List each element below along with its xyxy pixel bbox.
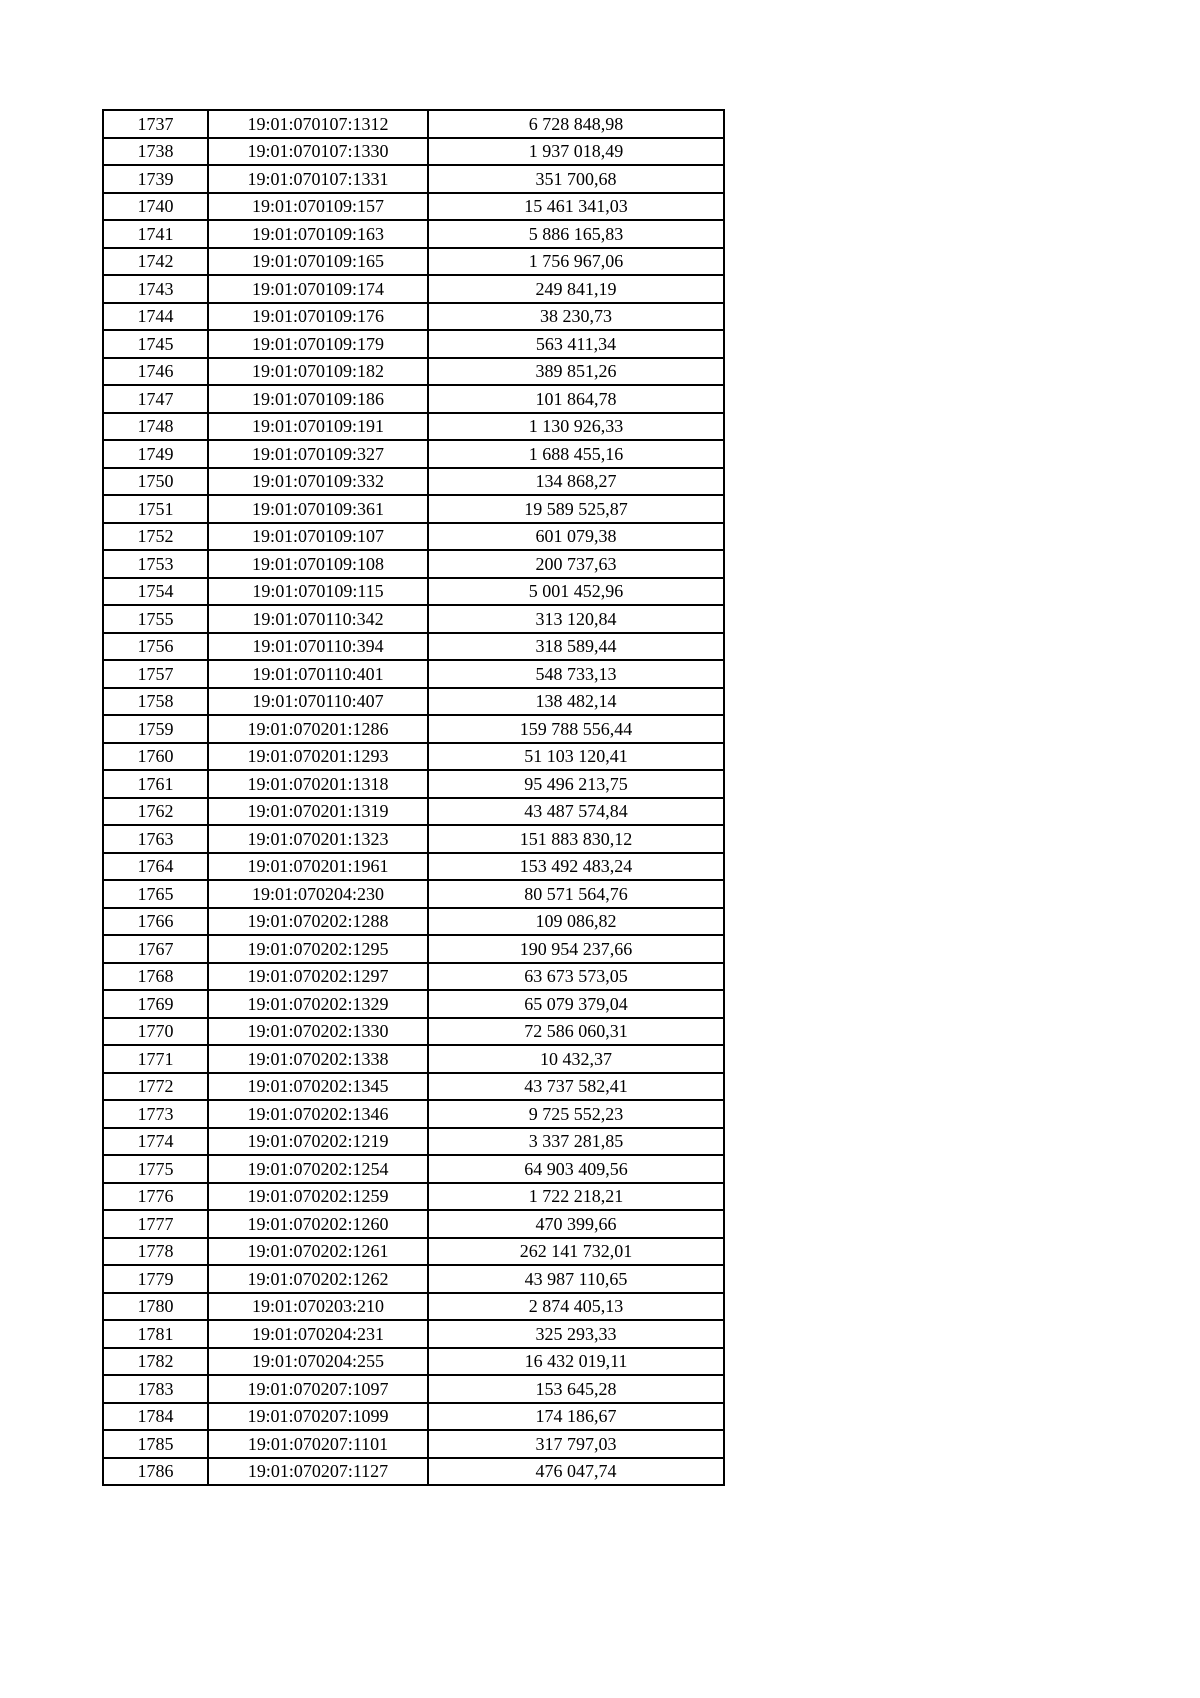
cadastral-number-cell: 19:01:070109:332 — [208, 468, 428, 496]
table-row — [103, 303, 724, 331]
table-row — [103, 1238, 724, 1266]
value-cell: 65 079 379,04 — [428, 990, 724, 1018]
value-cell: 16 432 019,11 — [428, 1348, 724, 1376]
table-row — [103, 605, 724, 633]
value-cell: 5 886 165,83 — [428, 220, 724, 248]
value-cell: 101 864,78 — [428, 385, 724, 413]
row-number-cell: 1776 — [103, 1183, 208, 1211]
value-cell: 5 001 452,96 — [428, 578, 724, 606]
table-row — [103, 880, 724, 908]
table-row — [103, 248, 724, 276]
table-row — [103, 138, 724, 166]
cadastral-number-cell: 19:01:070204:255 — [208, 1348, 428, 1376]
value-cell: 1 937 018,49 — [428, 138, 724, 166]
table-row — [103, 908, 724, 936]
table-row — [103, 1045, 724, 1073]
row-number-cell: 1764 — [103, 853, 208, 881]
table-row — [103, 1018, 724, 1046]
table-body — [103, 110, 724, 1485]
table-row — [103, 1375, 724, 1403]
cadastral-number-cell: 19:01:070202:1297 — [208, 963, 428, 991]
row-number-cell: 1773 — [103, 1100, 208, 1128]
cadastral-number-cell: 19:01:070109:163 — [208, 220, 428, 248]
row-number-cell: 1763 — [103, 825, 208, 853]
value-cell: 476 047,74 — [428, 1458, 724, 1486]
cadastral-number-cell: 19:01:070202:1295 — [208, 935, 428, 963]
table-row — [103, 1210, 724, 1238]
value-cell: 9 725 552,23 — [428, 1100, 724, 1128]
table-row — [103, 1100, 724, 1128]
value-cell: 318 589,44 — [428, 633, 724, 661]
cadastral-number-cell: 19:01:070202:1338 — [208, 1045, 428, 1073]
row-number-cell: 1771 — [103, 1045, 208, 1073]
cadastral-number-cell: 19:01:070202:1219 — [208, 1128, 428, 1156]
table-row — [103, 523, 724, 551]
table-row — [103, 413, 724, 441]
cadastral-number-cell: 19:01:070202:1346 — [208, 1100, 428, 1128]
table-row — [103, 330, 724, 358]
cadastral-number-cell: 19:01:070201:1961 — [208, 853, 428, 881]
value-cell: 1 688 455,16 — [428, 440, 724, 468]
value-cell: 325 293,33 — [428, 1320, 724, 1348]
row-number-cell: 1760 — [103, 743, 208, 771]
table-row — [103, 193, 724, 221]
value-cell: 151 883 830,12 — [428, 825, 724, 853]
value-cell: 10 432,37 — [428, 1045, 724, 1073]
table-row — [103, 990, 724, 1018]
cadastral-number-cell: 19:01:070109:191 — [208, 413, 428, 441]
row-number-cell: 1739 — [103, 165, 208, 193]
table-row — [103, 358, 724, 386]
cadastral-number-cell: 19:01:070207:1099 — [208, 1403, 428, 1431]
table-row — [103, 165, 724, 193]
value-cell: 153 492 483,24 — [428, 853, 724, 881]
row-number-cell: 1769 — [103, 990, 208, 1018]
cadastral-number-cell: 19:01:070202:1259 — [208, 1183, 428, 1211]
table-row — [103, 1293, 724, 1321]
value-cell: 109 086,82 — [428, 908, 724, 936]
value-cell: 1 756 967,06 — [428, 248, 724, 276]
table-row — [103, 1073, 724, 1101]
cadastral-number-cell: 19:01:070201:1286 — [208, 715, 428, 743]
value-cell: 200 737,63 — [428, 550, 724, 578]
value-cell: 153 645,28 — [428, 1375, 724, 1403]
table-row — [103, 1128, 724, 1156]
table-row — [103, 743, 724, 771]
row-number-cell: 1761 — [103, 770, 208, 798]
table-row — [103, 550, 724, 578]
cadastral-number-cell: 19:01:070109:107 — [208, 523, 428, 551]
cadastral-number-cell: 19:01:070109:179 — [208, 330, 428, 358]
cadastral-number-cell: 19:01:070207:1101 — [208, 1430, 428, 1458]
cadastral-number-cell: 19:01:070109:361 — [208, 495, 428, 523]
cadastral-number-cell: 19:01:070207:1127 — [208, 1458, 428, 1486]
row-number-cell: 1749 — [103, 440, 208, 468]
row-number-cell: 1748 — [103, 413, 208, 441]
row-number-cell: 1780 — [103, 1293, 208, 1321]
row-number-cell: 1742 — [103, 248, 208, 276]
value-cell: 43 487 574,84 — [428, 798, 724, 826]
table-row — [103, 1403, 724, 1431]
value-cell: 138 482,14 — [428, 688, 724, 716]
row-number-cell: 1762 — [103, 798, 208, 826]
cadastral-number-cell: 19:01:070109:165 — [208, 248, 428, 276]
value-cell: 174 186,67 — [428, 1403, 724, 1431]
row-number-cell: 1745 — [103, 330, 208, 358]
value-cell: 43 737 582,41 — [428, 1073, 724, 1101]
cadastral-number-cell: 19:01:070202:1345 — [208, 1073, 428, 1101]
cadastral-number-cell: 19:01:070204:231 — [208, 1320, 428, 1348]
value-cell: 43 987 110,65 — [428, 1265, 724, 1293]
cadastral-number-cell: 19:01:070107:1330 — [208, 138, 428, 166]
value-cell: 262 141 732,01 — [428, 1238, 724, 1266]
row-number-cell: 1750 — [103, 468, 208, 496]
cadastral-number-cell: 19:01:070201:1318 — [208, 770, 428, 798]
row-number-cell: 1766 — [103, 908, 208, 936]
row-number-cell: 1756 — [103, 633, 208, 661]
table-row — [103, 1265, 724, 1293]
row-number-cell: 1781 — [103, 1320, 208, 1348]
table-row — [103, 963, 724, 991]
row-number-cell: 1768 — [103, 963, 208, 991]
table-row — [103, 1155, 724, 1183]
row-number-cell: 1778 — [103, 1238, 208, 1266]
row-number-cell: 1779 — [103, 1265, 208, 1293]
data-table — [102, 109, 725, 1486]
cadastral-number-cell: 19:01:070201:1323 — [208, 825, 428, 853]
row-number-cell: 1758 — [103, 688, 208, 716]
table-row — [103, 220, 724, 248]
cadastral-number-cell: 19:01:070109:115 — [208, 578, 428, 606]
cadastral-number-cell: 19:01:070202:1329 — [208, 990, 428, 1018]
row-number-cell: 1784 — [103, 1403, 208, 1431]
cadastral-number-cell: 19:01:070109:108 — [208, 550, 428, 578]
value-cell: 249 841,19 — [428, 275, 724, 303]
cadastral-number-cell: 19:01:070109:176 — [208, 303, 428, 331]
value-cell: 134 868,27 — [428, 468, 724, 496]
cadastral-number-cell: 19:01:070109:174 — [208, 275, 428, 303]
row-number-cell: 1765 — [103, 880, 208, 908]
table-row — [103, 633, 724, 661]
cadastral-number-cell: 19:01:070107:1331 — [208, 165, 428, 193]
cadastral-number-cell: 19:01:070202:1262 — [208, 1265, 428, 1293]
row-number-cell: 1770 — [103, 1018, 208, 1046]
row-number-cell: 1783 — [103, 1375, 208, 1403]
table-row — [103, 440, 724, 468]
row-number-cell: 1782 — [103, 1348, 208, 1376]
row-number-cell: 1757 — [103, 660, 208, 688]
row-number-cell: 1741 — [103, 220, 208, 248]
row-number-cell: 1755 — [103, 605, 208, 633]
cadastral-number-cell: 19:01:070207:1097 — [208, 1375, 428, 1403]
cadastral-number-cell: 19:01:070109:157 — [208, 193, 428, 221]
cadastral-number-cell: 19:01:070202:1261 — [208, 1238, 428, 1266]
cadastral-number-cell: 19:01:070109:186 — [208, 385, 428, 413]
cadastral-number-cell: 19:01:070204:230 — [208, 880, 428, 908]
row-number-cell: 1752 — [103, 523, 208, 551]
cadastral-number-cell: 19:01:070202:1260 — [208, 1210, 428, 1238]
value-cell: 470 399,66 — [428, 1210, 724, 1238]
table-row — [103, 660, 724, 688]
table-row — [103, 1348, 724, 1376]
table-row — [103, 578, 724, 606]
value-cell: 190 954 237,66 — [428, 935, 724, 963]
cadastral-number-cell: 19:01:070107:1312 — [208, 110, 428, 138]
table-row — [103, 495, 724, 523]
cadastral-number-cell: 19:01:070202:1254 — [208, 1155, 428, 1183]
table-row — [103, 798, 724, 826]
table-row — [103, 770, 724, 798]
row-number-cell: 1737 — [103, 110, 208, 138]
value-cell: 15 461 341,03 — [428, 193, 724, 221]
table-row — [103, 935, 724, 963]
value-cell: 1 130 926,33 — [428, 413, 724, 441]
row-number-cell: 1753 — [103, 550, 208, 578]
row-number-cell: 1754 — [103, 578, 208, 606]
value-cell: 548 733,13 — [428, 660, 724, 688]
cadastral-number-cell: 19:01:070110:342 — [208, 605, 428, 633]
table-row — [103, 1430, 724, 1458]
value-cell: 6 728 848,98 — [428, 110, 724, 138]
table-row — [103, 1458, 724, 1486]
cadastral-number-cell: 19:01:070203:210 — [208, 1293, 428, 1321]
cadastral-number-cell: 19:01:070109:327 — [208, 440, 428, 468]
row-number-cell: 1743 — [103, 275, 208, 303]
row-number-cell: 1777 — [103, 1210, 208, 1238]
value-cell: 601 079,38 — [428, 523, 724, 551]
table-row — [103, 385, 724, 413]
cadastral-number-cell: 19:01:070110:394 — [208, 633, 428, 661]
value-cell: 19 589 525,87 — [428, 495, 724, 523]
row-number-cell: 1740 — [103, 193, 208, 221]
row-number-cell: 1759 — [103, 715, 208, 743]
value-cell: 63 673 573,05 — [428, 963, 724, 991]
table-row — [103, 1320, 724, 1348]
value-cell: 317 797,03 — [428, 1430, 724, 1458]
cadastral-number-cell: 19:01:070201:1293 — [208, 743, 428, 771]
value-cell: 313 120,84 — [428, 605, 724, 633]
value-cell: 159 788 556,44 — [428, 715, 724, 743]
value-cell: 351 700,68 — [428, 165, 724, 193]
value-cell: 38 230,73 — [428, 303, 724, 331]
row-number-cell: 1775 — [103, 1155, 208, 1183]
value-cell: 80 571 564,76 — [428, 880, 724, 908]
row-number-cell: 1786 — [103, 1458, 208, 1486]
value-cell: 95 496 213,75 — [428, 770, 724, 798]
row-number-cell: 1744 — [103, 303, 208, 331]
value-cell: 51 103 120,41 — [428, 743, 724, 771]
cadastral-number-cell: 19:01:070202:1288 — [208, 908, 428, 936]
row-number-cell: 1785 — [103, 1430, 208, 1458]
table-row — [103, 275, 724, 303]
value-cell: 563 411,34 — [428, 330, 724, 358]
value-cell: 389 851,26 — [428, 358, 724, 386]
cadastral-number-cell: 19:01:070109:182 — [208, 358, 428, 386]
row-number-cell: 1738 — [103, 138, 208, 166]
cadastral-number-cell: 19:01:070201:1319 — [208, 798, 428, 826]
value-cell: 72 586 060,31 — [428, 1018, 724, 1046]
table-row — [103, 825, 724, 853]
table-row — [103, 468, 724, 496]
row-number-cell: 1751 — [103, 495, 208, 523]
row-number-cell: 1747 — [103, 385, 208, 413]
value-cell: 3 337 281,85 — [428, 1128, 724, 1156]
table-row — [103, 688, 724, 716]
row-number-cell: 1774 — [103, 1128, 208, 1156]
table-row — [103, 1183, 724, 1211]
row-number-cell: 1767 — [103, 935, 208, 963]
row-number-cell: 1746 — [103, 358, 208, 386]
value-cell: 64 903 409,56 — [428, 1155, 724, 1183]
table-row — [103, 715, 724, 743]
table-row — [103, 110, 724, 138]
table-row — [103, 853, 724, 881]
value-cell: 1 722 218,21 — [428, 1183, 724, 1211]
cadastral-number-cell: 19:01:070110:401 — [208, 660, 428, 688]
cadastral-number-cell: 19:01:070110:407 — [208, 688, 428, 716]
cadastral-number-cell: 19:01:070202:1330 — [208, 1018, 428, 1046]
row-number-cell: 1772 — [103, 1073, 208, 1101]
value-cell: 2 874 405,13 — [428, 1293, 724, 1321]
